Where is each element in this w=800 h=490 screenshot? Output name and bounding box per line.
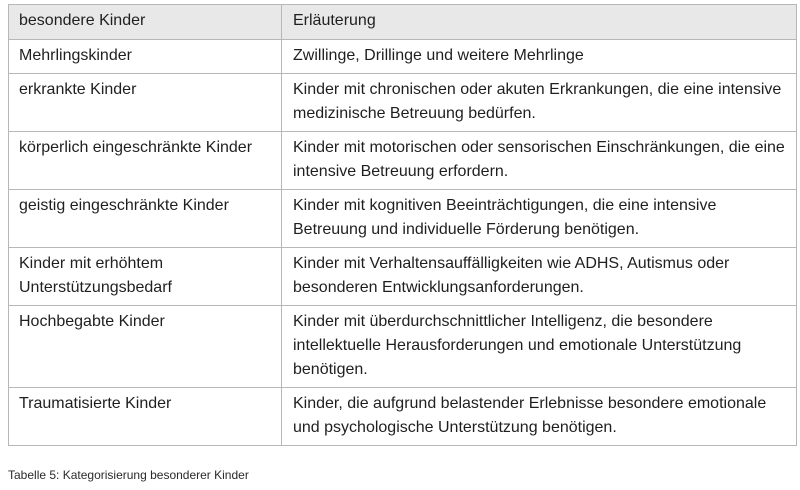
header-category: besondere Kinder	[9, 5, 282, 40]
table-row	[9, 190, 797, 248]
explanation-cell: Kinder mit Verhaltensauffälligkeiten wie ADHS, Autismus oder besonderen Entwicklungsanforderungen.	[282, 248, 797, 306]
table-row	[9, 248, 797, 306]
category-cell: Hochbegabte Kinder	[9, 306, 282, 388]
category-cell: Kinder mit erhöhtem Unterstützungsbedarf	[9, 248, 282, 306]
category-cell: geistig eingeschränkte Kinder	[9, 190, 282, 248]
table-row	[9, 132, 797, 190]
explanation-cell: Kinder mit überdurchschnittlicher Intelligenz, die besondere intellektuelle Herausforderungen und emotionale Unterstützung benötigen.	[282, 306, 797, 388]
category-cell: körperlich eingeschränkte Kinder	[9, 132, 282, 190]
explanation-cell: Kinder, die aufgrund belastender Erlebnisse besondere emotionale und psychologische Unterstützung benötigen.	[282, 388, 797, 446]
explanation-cell: Kinder mit kognitiven Beeinträchtigungen, die eine intensive Betreuung und individuelle Förderung benötigen.	[282, 190, 797, 248]
table-caption: Tabelle 5: Kategorisierung besonderer Kinder	[8, 468, 249, 482]
explanation-cell: Zwillinge, Drillinge und weitere Mehrlinge	[282, 40, 797, 74]
category-cell: Mehrlingskinder	[9, 40, 282, 74]
header-explanation: Erläuterung	[282, 5, 797, 40]
explanation-cell: Kinder mit motorischen oder sensorischen Einschränkungen, die eine intensive Betreuung erfordern.	[282, 132, 797, 190]
explanation-cell: Kinder mit chronischen oder akuten Erkrankungen, die eine intensive medizinische Betreuung bedürfen.	[282, 74, 797, 132]
table-row	[9, 388, 797, 446]
category-cell: erkrankte Kinder	[9, 74, 282, 132]
table-row	[9, 74, 797, 132]
table-container	[8, 4, 796, 446]
categorization-table	[8, 4, 797, 446]
category-cell: Traumatisierte Kinder	[9, 388, 282, 446]
table-header-row	[9, 5, 797, 40]
table-row	[9, 306, 797, 388]
table-row	[9, 40, 797, 74]
